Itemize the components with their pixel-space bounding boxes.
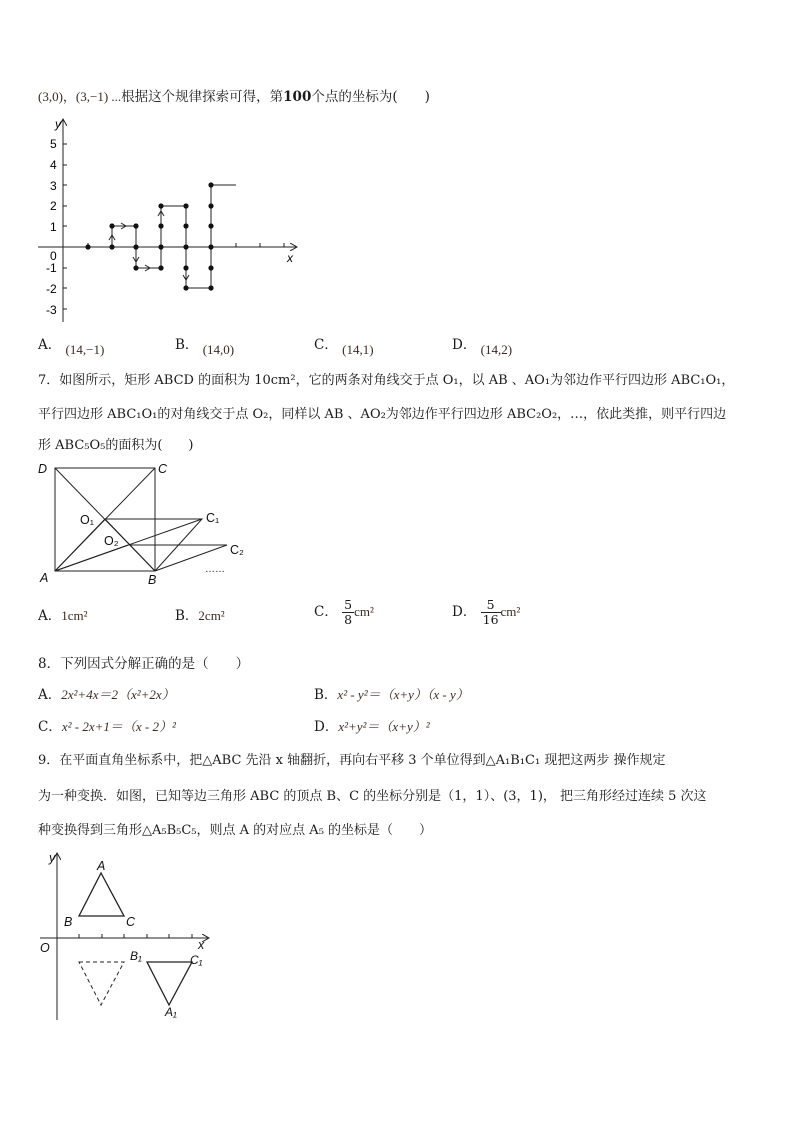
- q6-stem-line: [38, 88, 430, 106]
- q7-stem-line-3: 形 ABC₅O₅的面积为( ): [38, 438, 194, 453]
- q7-parallelogram-2: [55, 545, 227, 571]
- q9-triangle-reflected: [79, 962, 124, 1005]
- q6-x-label: x: [287, 251, 293, 265]
- q9-stem-line-2: 为一种变换．如图，已知等边三角形 ABC 的顶点 B、C 的坐标分别是（1，1）、(3，1)， 把三角形经过连续 5 次这: [38, 789, 707, 804]
- q7-option-a-letter: A．: [38, 608, 62, 624]
- q8-stem: 8．下列因式分解正确的是（ ）: [38, 656, 250, 672]
- q6-coordinate-graph: [28, 112, 318, 334]
- q9-label-o: O: [40, 941, 50, 955]
- q6-ytick-3: 3: [50, 179, 57, 193]
- q9-label-a1: A₁: [165, 1005, 177, 1019]
- q7-label-c2: C₂: [230, 543, 244, 557]
- q8-option-b[interactable]: [314, 686, 469, 704]
- q7-parallelogram-figure: [30, 456, 260, 586]
- q7-option-c-unit: cm²: [354, 604, 374, 619]
- q7-label-dots: ……: [205, 564, 225, 575]
- q6-option-a-letter: A．: [38, 337, 62, 353]
- q8-option-d[interactable]: [314, 718, 430, 736]
- q7-option-c-letter: C．: [314, 604, 338, 620]
- q9-label-c: C: [126, 915, 136, 929]
- q6-ytick-m3: -3: [46, 303, 57, 317]
- q6-ytick-4: 4: [50, 158, 57, 172]
- q6-option-b-letter: B．: [175, 337, 199, 353]
- q9-triangle-figure: [30, 848, 220, 1028]
- q6-option-c[interactable]: [314, 336, 374, 357]
- q8-option-b-value: x² - y²＝（x+y）（x - y）: [337, 687, 469, 702]
- q8-option-c[interactable]: [38, 718, 176, 736]
- q6-ytick-m2: -2: [46, 282, 57, 296]
- q6-stem-text: 根据这个规律探索可得，第: [121, 89, 284, 105]
- q6-option-c-value: (14,1): [342, 342, 374, 357]
- q7-option-a-value: 1cm²: [61, 608, 88, 623]
- q8-option-b-letter: B．: [314, 687, 338, 703]
- q9-stem-line-1: 9．在平面直角坐标系中，把△ABC 先沿 x 轴翻折，再向右平移 3 个单位得到△A₁B₁C₁ 现把这两步 操作规定: [38, 753, 666, 768]
- q6-stem-bold: 100: [283, 89, 312, 105]
- q7-label-a: A: [40, 571, 49, 585]
- q6-points: [85, 182, 213, 290]
- q7-label-b: B: [148, 573, 157, 586]
- q8-option-d-letter: D．: [314, 719, 339, 735]
- q9-label-y: y: [49, 851, 56, 865]
- q7-stem-line-1: 7．如图所示，矩形 ABCD 的面积为 10cm²，它的两条对角线交于点 O₁，以 AB 、AO₁为邻边作平行四边形 ABC₁O₁，: [38, 373, 735, 388]
- q9-label-c1: C₁: [190, 953, 203, 967]
- q9-stem-line-3: 种变换得到三角形△A₅B₅C₅，则点 A 的对应点 A₅ 的坐标是（ ）: [38, 823, 433, 838]
- q7-label-o1: O₁: [80, 513, 94, 527]
- q7-option-d-unit: cm²: [500, 604, 521, 619]
- q8-option-d-value: x²+y²＝（x+y）²: [338, 719, 430, 734]
- q6-option-d-letter: D．: [452, 337, 477, 353]
- q7-option-c[interactable]: [314, 598, 374, 627]
- q8-option-a[interactable]: [38, 686, 175, 704]
- q9-label-b1: B₁: [130, 949, 142, 963]
- q7-stem-line-2: 平行四边形 ABC₁O₁的对角线交于点 O₂，同样以 AB 、AO₂为邻边作平行四边形 ABC₂O₂，…，依此类推，则平行四边: [38, 407, 727, 422]
- q6-y-ticks: [46, 137, 57, 317]
- q7-label-c: C: [158, 462, 168, 476]
- q6-ytick-1: 1: [50, 220, 57, 234]
- q6-option-b[interactable]: [175, 336, 235, 357]
- q8-option-c-value: x² - 2x+1＝（x - 2）²: [61, 719, 176, 734]
- q9-triangle-a1b1c1: [147, 962, 192, 1005]
- q6-ytick-5: 5: [50, 137, 57, 151]
- q6-stem-math: (3,0)，(3,−1) ...: [38, 89, 122, 104]
- q6-ytick-m1: -1: [46, 261, 57, 275]
- q7-option-b-letter: B．: [175, 608, 199, 624]
- q7-option-d-fraction: $\frac{5}{16}$: [482, 597, 499, 627]
- q9-label-b: B: [64, 915, 73, 929]
- q6-option-a[interactable]: [38, 336, 105, 357]
- q6-ytick-2: 2: [50, 199, 57, 213]
- q6-path-2: [161, 185, 236, 288]
- q9-label-x: x: [198, 938, 205, 952]
- q6-path-arrows: [109, 211, 189, 280]
- q7-option-b[interactable]: [175, 607, 225, 625]
- q7-option-b-value: 2cm²: [198, 608, 225, 623]
- q7-option-d-letter: D．: [452, 604, 477, 620]
- q6-option-d-value: (14,2): [480, 342, 513, 357]
- q7-option-d[interactable]: [452, 598, 520, 627]
- q7-label-c1: C₁: [206, 511, 220, 525]
- q6-stem-suffix: 个点的坐标为( ): [311, 89, 430, 105]
- q8-option-a-value: 2x²+4x＝2（x²+2x）: [61, 687, 175, 702]
- q9-triangle-abc: [79, 873, 124, 916]
- q8-option-a-letter: A．: [38, 687, 62, 703]
- q6-y-label: y: [55, 117, 61, 131]
- q6-option-c-letter: C．: [314, 337, 338, 353]
- q7-option-a[interactable]: [38, 607, 88, 625]
- q9-label-a: A: [97, 859, 106, 873]
- q7-label-o2: O₂: [104, 534, 119, 548]
- q7-option-c-fraction: $\frac{5}{8}$: [344, 597, 353, 627]
- q7-label-d: D: [38, 462, 48, 476]
- q8-option-c-letter: C．: [38, 719, 62, 735]
- q6-option-b-value: (14,0): [202, 342, 235, 357]
- q6-option-d[interactable]: [452, 336, 513, 357]
- q6-option-a-value: (14,−1): [65, 342, 105, 357]
- q6-origin-label: 0: [50, 249, 57, 263]
